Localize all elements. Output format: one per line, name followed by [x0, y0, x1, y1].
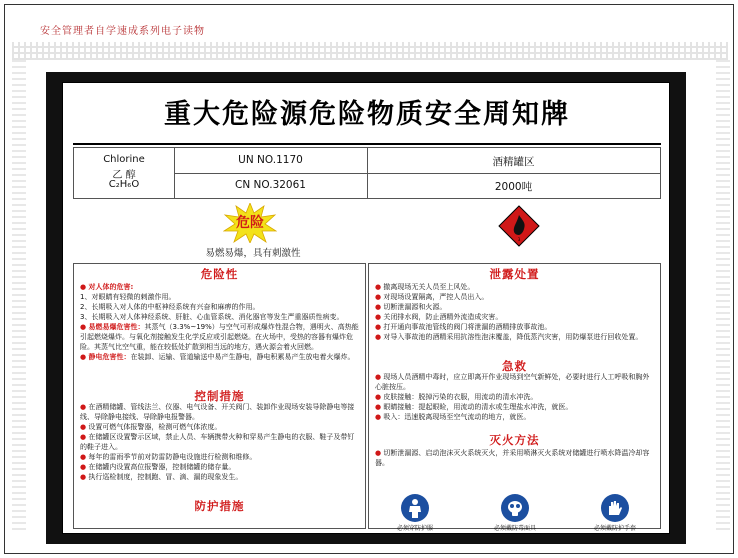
leak-item: ● 关闭排水阀，防止酒精外流造成灾害。	[375, 313, 503, 321]
gas-mask-icon	[501, 494, 529, 522]
leak-item: ● 打开通向事故池管线的阀门将泄漏的酒精排放事故池。	[375, 323, 552, 331]
control-item: ● 执行巡检制度，控制跑、冒、滴、漏的现象发生。	[80, 473, 243, 481]
firefight-item: ● 切断泄漏源、启动泡沫灭火系统灭火，并采用喷淋灭火系统对储罐进行喷水降温冷却容器。	[375, 449, 650, 467]
ppe-gloves-label: 必须戴防护手套	[593, 525, 636, 532]
leak-item: ● 对现场设置隔离，严控人员出入。	[375, 293, 489, 301]
gloves-icon	[601, 494, 629, 522]
board-title: 重大危险源危险物质安全周知牌	[164, 99, 570, 130]
ppe-suit	[375, 494, 455, 532]
firefight-text: 切断泄漏源、启动泡沫灭火系统灭火，并采用喷淋灭火系统对储罐进行喷水降温冷却容器。	[375, 449, 650, 467]
hazard-row	[73, 201, 661, 261]
static-hazard-text: 在装卸、运输、管道输送中易产生静电，静电积累易产生放电着火爆炸。	[130, 353, 355, 361]
body-hazard-item: 3、长期吸入对人体神经系统、肝脏、心血管系统、消化器官等发生严重器质性病变。	[80, 313, 344, 321]
notice-board	[46, 72, 686, 544]
leak-item: ● 撤离现场无关人员至上风处。	[375, 283, 475, 291]
danger-label: 危险	[236, 215, 264, 231]
control-item: ● 每年的雷雨季节前对防雷防静电设施进行检测和维修。	[80, 453, 257, 461]
body-hazard-item: 1、对眼睛有轻微的刺激作用。	[80, 293, 176, 301]
leak-item: ● 切断泄漏源和火源。	[375, 303, 447, 311]
hazard-title: 危险性	[200, 267, 239, 281]
storage-location: 酒精罐区	[492, 156, 535, 168]
body-hazard-label: ● 对人体的危害:	[80, 283, 134, 291]
left-column	[73, 263, 366, 529]
leak-list	[375, 282, 655, 342]
firstaid-item: ● 皮肤接触：脱掉污染的衣服，用流动的清水冲洗。	[375, 393, 538, 401]
substance-en-name: Chlorine	[103, 154, 145, 165]
control-list	[80, 402, 360, 482]
firstaid-item: ● 眼睛接触：提起眼睑，用流动的清水或生理盐水冲洗，就医。	[375, 403, 573, 411]
un-number: UN NO.1170	[238, 154, 303, 166]
decorative-border-left	[12, 60, 26, 530]
danger-description: 易燃易爆，具有刺激性	[205, 248, 301, 259]
ppe-mask-label: 必须戴防毒面具	[493, 525, 536, 532]
leak-title: 泄露处置	[489, 267, 540, 281]
protective-suit-icon	[401, 494, 429, 522]
ppe-suit-label: 必须穿防护服	[396, 525, 433, 532]
firefight-text-wrap	[375, 448, 655, 468]
firstaid-item: ● 现场人员酒精中毒时，应立即离开作业现场到空气新鲜处，必要时进行人工呼吸和胸外心脏按压。	[375, 373, 650, 391]
protection-title: 防护措施	[194, 499, 245, 513]
firstaid-item: ● 吸入：迅速脱离现场至空气流动的地方，就医。	[375, 413, 531, 421]
explosion-hazard-text: 其蒸气（3.3%~19%）与空气可形成爆炸性混合物，遇明火、高热能引起燃烧爆炸。与氧化剂接触发生化学反应或引起燃烧。在火场中，受热的容器有爆炸危险。其蒸气比空气重，能在较低处扩散到相当远的地方，遇火源会着火回燃。	[80, 323, 359, 351]
decorative-border-right	[716, 60, 730, 530]
control-item: ● 在储罐区设置警示区域，禁止人员、车辆携带火种和穿易产生静电的衣服、鞋子及带钉的鞋子进入。	[80, 433, 355, 451]
grid-divider	[174, 173, 660, 174]
control-title: 控制措施	[194, 389, 245, 403]
series-header: 安全管理者自学速成系列电子读物	[40, 26, 205, 37]
firstaid-title: 急救	[502, 359, 527, 373]
body-hazard-item: 2、长期吸入对人体的中枢神经系统有兴奋和麻痹的作用。	[80, 303, 260, 311]
decorative-border-top	[12, 42, 728, 60]
ppe-row	[369, 494, 662, 530]
firefight-title: 灭火方法	[489, 433, 540, 447]
ppe-mask	[475, 494, 555, 532]
storage-quantity: 2000吨	[494, 181, 533, 193]
substance-cn-name: 乙 醇	[112, 170, 136, 181]
cn-number: CN NO.32061	[235, 179, 306, 191]
static-hazard-label: ● 静电危害性：	[80, 353, 131, 361]
control-item: ● 在酒精储罐、管线法兰、仪器、电气设备、开关阀门、装卸作业现场安装导除静电等接线、导除静电接线、导除静电报警器。	[80, 403, 355, 421]
leak-item: ● 对导入事故池的酒精采用抗溶性泡沫覆盖，降低蒸汽灾害，用防爆泵进行回收处置。	[375, 333, 643, 341]
control-item: ● 在储罐内设置高位报警器，控制储罐的储存量。	[80, 463, 236, 471]
flammable-diamond-icon	[498, 205, 540, 247]
svg-text:3: 3	[517, 237, 521, 242]
substance-formula: C₂H₆O	[108, 179, 140, 190]
control-item: ● 设置可燃气体报警器，检测可燃气体浓度。	[80, 423, 222, 431]
right-column	[368, 263, 661, 532]
firstaid-list	[375, 372, 655, 422]
board-panel	[62, 82, 670, 534]
info-grid	[73, 147, 661, 199]
ppe-gloves	[575, 494, 655, 532]
title-divider	[73, 143, 661, 145]
explosion-hazard-label: ● 易燃易爆危害性：	[80, 323, 145, 331]
hazard-body	[80, 282, 360, 362]
